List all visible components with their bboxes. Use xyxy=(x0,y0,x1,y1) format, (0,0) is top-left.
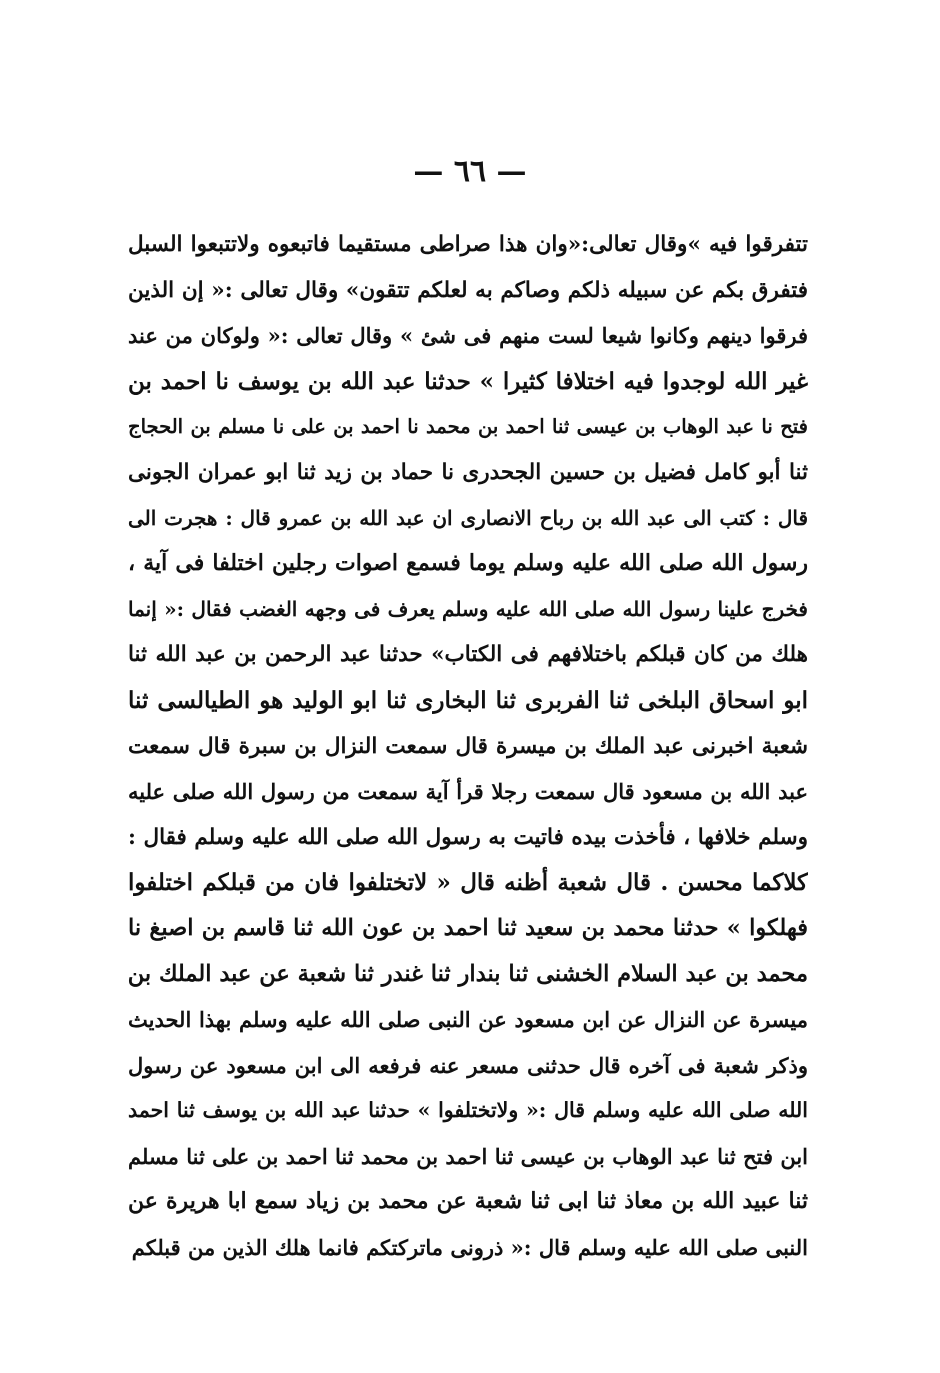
text-line: فخرج علينا رسول الله صلى الله عليه وسلم يعرف فى وجهه الغضب فقال :« إنما xyxy=(128,596,808,621)
text-line: وسلم خلافها ، فأخذت بيده فاتيت به رسول الله صلى الله عليه وسلم فقال : xyxy=(128,824,808,850)
text-line: شعبة اخبرنى عبد الملك بن ميسرة قال سمعت النزال بن سبرة قال سمعت xyxy=(128,733,808,759)
text-line: الله صلى الله عليه وسلم قال :« ولاتختلفوا » حدثنا عبد الله بن يوسف ثنا احمد xyxy=(128,1098,808,1123)
text-line: ثنا عبيد الله بن معاذ ثنا ابى ثنا شعبة عن محمد بن زياد سمع ابا هريرة عن xyxy=(128,1188,808,1215)
text-line: ميسرة عن النزال عن ابن مسعود عن النبى صلى الله عليه وسلم بهذا الحديث xyxy=(128,1007,808,1033)
text-line: قال : كتب الى عبد الله بن رباح الانصارى ان عبد الله بن عمرو قال : هجرت الى xyxy=(128,505,808,530)
text-line: رسول الله صلى الله عليه وسلم يوما فسمع اصوات رجلين اختلفا فى آية ، xyxy=(128,550,808,577)
text-line: عبد الله بن مسعود قال سمعت رجلا قرأ آية سمعت من رسول الله صلى عليه xyxy=(128,779,808,805)
text-line: ابن فتح ثنا عبد الوهاب بن عيسى ثنا احمد بن محمد ثنا احمد بن على ثنا مسلم xyxy=(128,1143,808,1169)
text-line: النبى صلى الله عليه وسلم قال :« ذرونى ماتركتكم فانما هلك الذين من قبلكم xyxy=(131,1235,808,1261)
text-line: فرقوا دينهم وكانوا شيعا لست منهم فى شئ » وقال تعالى :« ولوكان من عند xyxy=(128,323,808,349)
text-line: ثنا أبو كامل فضيل بن حسين الجحدرى نا حماد بن زيد ثنا ابو عمران الجونى xyxy=(128,459,808,485)
text-line: هلك من كان قبلكم باختلافهم فى الكتاب» حدثنا عبد الرحمن بن عبد الله ثنا xyxy=(128,642,808,668)
body-text xyxy=(128,222,808,1271)
text-line: وذكر شعبة فى آخره قال حدثنى مسعر عنه فرفعه الى ابن مسعود عن رسول xyxy=(128,1052,808,1078)
text-line: غير الله لوجدوا فيه اختلافا كثيرا » حدثنا عبد الله بن يوسف نا احمد بن xyxy=(128,367,808,395)
text-line: فهلكوا » حدثنا محمد بن سعيد ثنا احمد بن عون الله ثنا قاسم بن اصبغ نا xyxy=(128,914,808,941)
text-line: فتح نا عبد الوهاب بن عيسى ثنا احمد بن محمد نا احمد بن على نا مسلم بن الحجاج xyxy=(128,415,808,439)
text-line: ابو اسحاق البلخى ثنا الفربرى ثنا البخارى ثنا ابو الوليد هو الطيالسى ثنا xyxy=(128,686,808,714)
text-line: تتفرقوا فيه »وقال تعالى:«وان هذا صراطى مستقيما فاتبعوه ولاتتبعوا السبل xyxy=(128,232,808,257)
text-line: كلاكما محسن . قال شعبة أظنه قال « لاتختلفوا فان من قبلكم اختلفوا xyxy=(128,869,808,897)
text-line: فتفرق بكم عن سبيله ذلكم وصاكم به لعلكم تتقون» وقال تعالى :« إن الذين xyxy=(128,277,808,303)
page-number: — ٦٦ — xyxy=(413,154,527,189)
text-line: محمد بن عبد السلام الخشنى ثنا بندار ثنا غندر ثنا شعبة عن عبد الملك بن xyxy=(128,960,808,987)
